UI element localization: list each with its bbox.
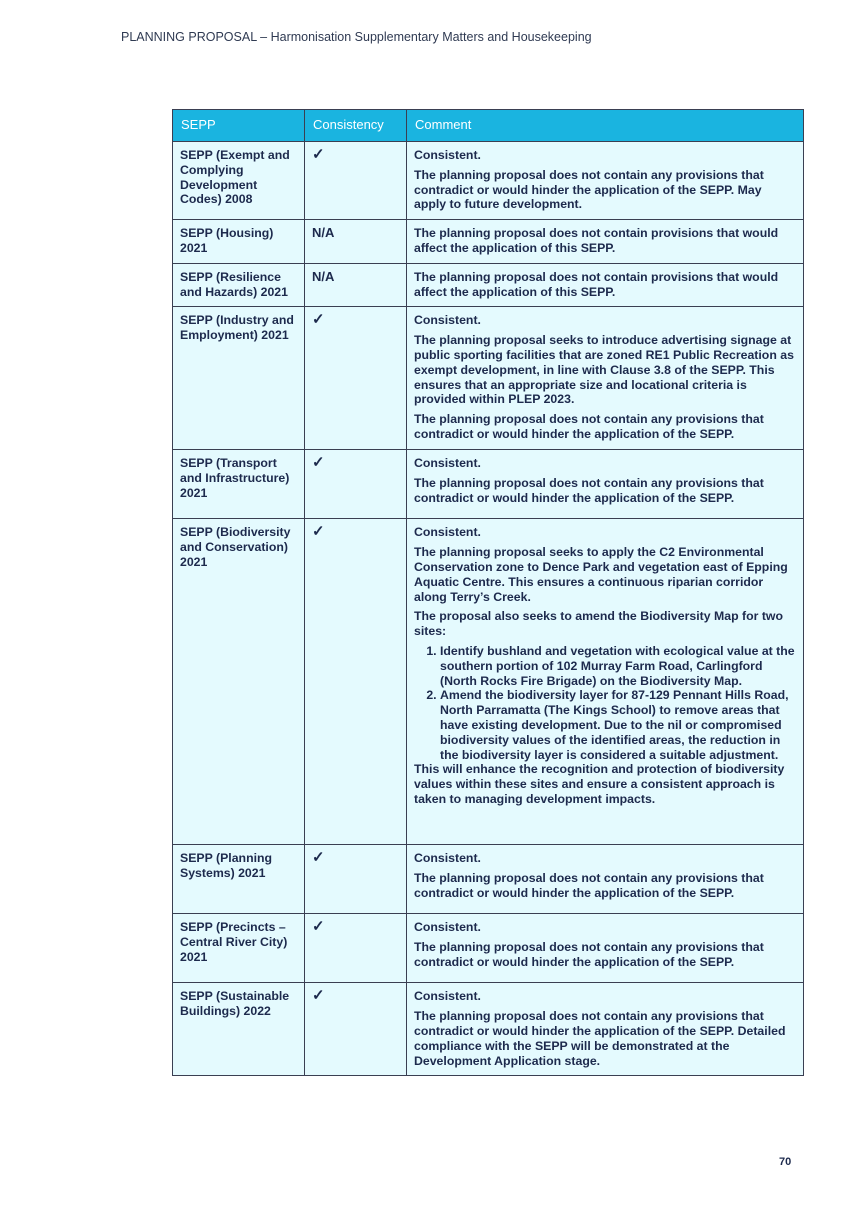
comment-paragraph: The planning proposal does not contain provisions that would affect the application of this SEPP. — [414, 269, 779, 299]
comment-paragraph: The planning proposal does not contain any provisions that contradict or would hinder the application of the SEPP. — [414, 871, 764, 900]
comment-cell — [407, 450, 804, 519]
comment-paragraph: Consistent. — [414, 851, 481, 866]
comment-paragraph: Consistent. — [414, 313, 481, 328]
comment-paragraph: Consistent. — [414, 989, 481, 1004]
column-header-consistency: Consistency — [305, 110, 407, 142]
page-number: 70 — [779, 1156, 792, 1168]
table-row — [173, 220, 804, 264]
comment-cell — [407, 142, 804, 220]
comment-cell — [407, 263, 804, 307]
consistency-tick-icon: ✓ — [305, 307, 407, 450]
sepp-name: SEPP (Resilience and Hazards) 2021 — [173, 263, 305, 307]
table-row — [173, 263, 804, 307]
list-item: 1. Identify bushland and vegetation with ecological value at the southern portion of 102 Murray Farm Road, Carlingford (North Rocks Fire Brigade) on the Biodiversity Map. — [440, 644, 796, 688]
table-row — [173, 914, 804, 983]
comment-paragraph: Consistent. — [414, 148, 481, 162]
column-header-comment: Comment — [407, 110, 804, 142]
comment-paragraph: The planning proposal does not contain any provisions that contradict or would hinder the application of the SEPP. Detailed compliance with the SEPP will be demonstrated at the Development Application stage. — [414, 1009, 786, 1068]
sepp-name: SEPP (Industry and Employment) 2021 — [173, 307, 305, 450]
table-row — [173, 142, 804, 220]
consistency-tick-icon: ✓ — [305, 983, 407, 1076]
comment-paragraph: The planning proposal does not contain any provisions that contradict or would hinder the application of the SEPP. — [414, 412, 764, 441]
sepp-name: SEPP (Transport and Infrastructure) 2021 — [173, 450, 305, 519]
comment-cell — [407, 519, 804, 845]
consistency-tick-icon: ✓ — [305, 519, 407, 845]
sepp-name: SEPP (Sustainable Buildings) 2022 — [173, 983, 305, 1076]
comment-paragraph: Consistent. — [414, 920, 481, 935]
consistency-tick-icon: ✓ — [305, 142, 407, 220]
page-header: PLANNING PROPOSAL – Harmonisation Supplementary Matters and Housekeeping — [121, 30, 592, 44]
consistency-value: N/A — [305, 263, 407, 307]
sepp-name: SEPP (Planning Systems) 2021 — [173, 845, 305, 914]
comment-paragraph: Consistent. — [414, 525, 481, 540]
comment-cell — [407, 914, 804, 983]
sepp-name: SEPP (Exempt and Complying Development Codes) 2008 — [173, 142, 305, 220]
comment-paragraph: The planning proposal does not contain any provisions that contradict or would hinder the application of the SEPP. May apply to future development. — [414, 167, 764, 212]
sepp-name: SEPP (Housing) 2021 — [173, 220, 305, 264]
table-row — [173, 519, 804, 845]
sepp-consistency-table — [172, 109, 804, 1076]
sepp-name: SEPP (Biodiversity and Conservation) 2021 — [173, 519, 305, 845]
consistency-tick-icon: ✓ — [305, 845, 407, 914]
comment-cell — [407, 845, 804, 914]
list-item: 2. Amend the biodiversity layer for 87-129 Pennant Hills Road, North Parramatta (The Kings School) to remove areas that have existing development. Due to the nil or compromised biodiversity values of the identified areas, the reduction in the biodiversity layer is considered a suitable adjustment. — [440, 688, 796, 762]
comment-paragraph: The planning proposal does not contain any provisions that contradict or would hinder the application of the SEPP. — [414, 940, 764, 969]
consistency-tick-icon: ✓ — [305, 450, 407, 519]
comment-paragraph: The planning proposal seeks to apply the C2 Environmental Conservation zone to Dence Park and vegetation east of Epping Aquatic Centre. This ensures a continuous riparian corridor along Terry’s Creek. — [414, 545, 788, 604]
table-row — [173, 845, 804, 914]
comment-cell — [407, 220, 804, 264]
comment-paragraph: Consistent. — [414, 456, 481, 471]
comment-paragraph: The proposal also seeks to amend the Biodiversity Map for two sites: — [414, 609, 783, 639]
sepp-name: SEPP (Precincts – Central River City) 2021 — [173, 914, 305, 983]
table-row — [173, 307, 804, 450]
consistency-value: N/A — [305, 220, 407, 264]
table-header-row — [173, 110, 804, 142]
comment-cell — [407, 307, 804, 450]
comment-cell — [407, 983, 804, 1076]
table-row — [173, 450, 804, 519]
comment-paragraph: The planning proposal does not contain any provisions that contradict or would hinder the application of the SEPP. — [414, 476, 764, 505]
comment-paragraph: This will enhance the recognition and protection of biodiversity values within these sites and ensure a consistent approach is taken to managing development impacts. — [414, 762, 785, 806]
column-header-sepp: SEPP — [173, 110, 305, 142]
comment-paragraph: The planning proposal does not contain provisions that would affect the application of this SEPP. — [414, 226, 779, 255]
biodiversity-sites-list — [414, 644, 796, 762]
consistency-tick-icon: ✓ — [305, 914, 407, 983]
table-row — [173, 983, 804, 1076]
comment-paragraph: The planning proposal seeks to introduce advertising signage at public sporting facilities that are zoned RE1 Public Recreation as exempt development, in line with Clause 3.8 of the SEPP. This ensures that an appropriate size and locational criteria is provided within PLEP 2023. — [414, 333, 794, 407]
